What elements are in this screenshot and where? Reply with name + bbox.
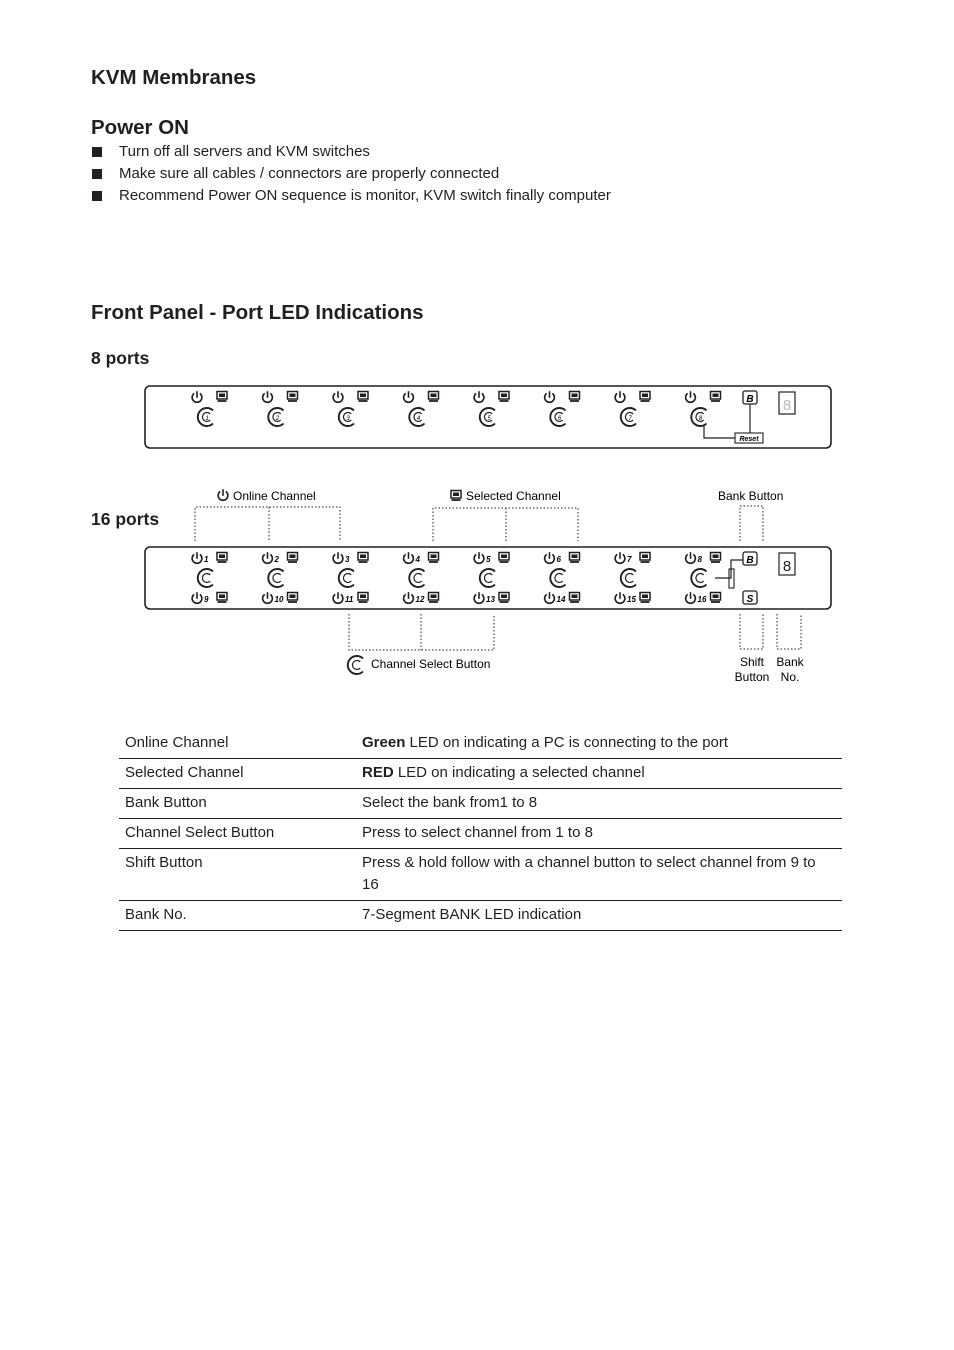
channel-number: 7 xyxy=(628,416,632,422)
emphasis-text: RED xyxy=(362,764,394,781)
channel-8 xyxy=(686,391,721,426)
channel-7 xyxy=(615,391,650,426)
channel-number: 15 xyxy=(627,595,636,604)
description-text: Press to select channel from 1 to 8 xyxy=(362,824,593,841)
channel-4 xyxy=(404,391,439,426)
monitor-icon xyxy=(429,553,439,563)
list-item: Turn off all servers and KVM switches xyxy=(91,143,611,165)
list-item: Make sure all cables / connectors are properly connected xyxy=(91,165,611,187)
power-icon xyxy=(333,592,343,603)
monitor-icon xyxy=(451,491,461,501)
channel-number: 1 xyxy=(205,416,209,422)
power-icon xyxy=(615,592,625,603)
channel-button-icon xyxy=(550,569,565,587)
table-row xyxy=(119,759,842,789)
channel-button-icon xyxy=(198,569,213,587)
table-cell-description xyxy=(356,729,842,759)
monitor-icon xyxy=(640,553,650,563)
page-title: KVM Membranes xyxy=(91,66,257,89)
bank-display-8 xyxy=(779,392,795,414)
power-icon xyxy=(192,391,202,402)
monitor-icon xyxy=(288,593,298,603)
power-icon xyxy=(686,552,696,563)
channel-number: 2 xyxy=(275,416,280,422)
table-cell-item: Channel Select Button xyxy=(119,819,356,849)
power-icon xyxy=(686,592,696,603)
channel-button-icon xyxy=(480,569,495,587)
channel-button-icon xyxy=(621,569,636,587)
led-indications-table xyxy=(119,729,842,931)
power-icon xyxy=(404,552,414,563)
table-row xyxy=(119,789,842,819)
table-cell-item: Bank No. xyxy=(119,901,356,931)
power-icon xyxy=(263,592,273,603)
description-text: LED on indicating a PC is connecting to the port xyxy=(405,734,729,751)
callout-online-channel: Online Channel xyxy=(233,489,316,503)
channel-number: 11 xyxy=(345,595,354,604)
channel-2 xyxy=(263,391,298,426)
channel-button-icon xyxy=(339,569,354,587)
channel-pair-2-10 xyxy=(263,552,298,604)
channel-6 xyxy=(545,391,580,426)
table-cell-description xyxy=(356,849,842,901)
power-icon xyxy=(404,592,414,603)
power-icon xyxy=(192,592,202,603)
monitor-icon xyxy=(217,553,227,563)
shift-button-16 xyxy=(743,591,757,605)
power-icon xyxy=(218,489,228,500)
table-cell-item: Shift Button xyxy=(119,849,356,901)
table-cell-description xyxy=(356,901,842,931)
svg-text:8: 8 xyxy=(782,397,792,414)
callout-bank-no-line2: No. xyxy=(780,670,800,684)
table-cell-item: Bank Button xyxy=(119,789,356,819)
monitor-icon xyxy=(499,553,509,563)
emphasis-text: Green xyxy=(362,734,406,751)
channel-1 xyxy=(192,391,227,426)
power-icon xyxy=(263,552,273,563)
panel-16-channels xyxy=(192,552,720,604)
power-icon xyxy=(192,552,202,563)
channel-pair-3-11 xyxy=(333,552,368,604)
channel-number: 13 xyxy=(486,595,495,604)
channel-number: 3 xyxy=(345,555,350,564)
monitor-icon xyxy=(570,593,580,603)
monitor-icon xyxy=(288,553,298,563)
monitor-icon xyxy=(570,392,580,402)
front-panel-heading: Front Panel - Port LED Indications xyxy=(91,301,424,324)
channel-number: 8 xyxy=(697,555,702,564)
monitor-icon xyxy=(640,593,650,603)
table-cell-item: Selected Channel xyxy=(119,759,356,789)
callout-selected-channel: Selected Channel xyxy=(466,489,561,503)
channel-number: 2 xyxy=(274,555,279,564)
power-icon xyxy=(545,552,555,563)
monitor-icon xyxy=(358,392,368,402)
power-on-heading: Power ON xyxy=(91,116,189,139)
power-icon xyxy=(333,552,343,563)
power-icon xyxy=(686,391,696,402)
monitor-icon xyxy=(499,593,509,603)
svg-text:S: S xyxy=(746,594,754,605)
channel-number: 5 xyxy=(486,555,491,564)
monitor-icon xyxy=(217,392,227,402)
channel-number: 14 xyxy=(556,595,566,604)
monitor-icon xyxy=(570,553,580,563)
channel-number: 10 xyxy=(274,595,284,604)
svg-text:8: 8 xyxy=(782,558,792,575)
channel-number: 6 xyxy=(557,416,562,422)
channel-pair-6-14 xyxy=(545,552,580,604)
channel-number: 6 xyxy=(556,555,561,564)
power-icon xyxy=(545,391,555,402)
monitor-icon xyxy=(640,392,650,402)
channel-number: 8 xyxy=(698,416,703,422)
channel-number: 3 xyxy=(346,416,350,422)
monitor-icon xyxy=(711,593,721,603)
table-row xyxy=(119,849,842,901)
monitor-icon xyxy=(499,392,509,402)
monitor-icon xyxy=(217,593,227,603)
channel-number: 12 xyxy=(415,595,425,604)
channel-number: 4 xyxy=(416,416,421,422)
channel-number: 7 xyxy=(627,555,632,564)
channel-button-icon xyxy=(268,569,283,587)
svg-text:B: B xyxy=(746,394,754,405)
channel-pair-1-9 xyxy=(192,552,227,604)
table-cell-item: Online Channel xyxy=(119,729,356,759)
power-icon xyxy=(474,592,484,603)
panel-8-channels xyxy=(192,391,720,426)
table-row xyxy=(119,901,842,931)
channel-number: 1 xyxy=(204,555,209,564)
power-icon xyxy=(545,592,555,603)
bank-button-8 xyxy=(743,391,757,405)
callout-shift-button: Shift xyxy=(739,655,765,669)
callout-bank-button: Bank Button xyxy=(718,489,784,503)
svg-text:Reset: Reset xyxy=(739,436,759,443)
table-row xyxy=(119,729,842,759)
power-icon xyxy=(615,391,625,402)
channel-number: 4 xyxy=(415,555,420,564)
ports8-label: 8 ports xyxy=(91,348,150,368)
power-icon xyxy=(615,552,625,563)
channel-pair-4-12 xyxy=(404,552,439,604)
description-text: 7-Segment BANK LED indication xyxy=(362,906,582,923)
svg-text:B: B xyxy=(746,555,754,566)
channel-5 xyxy=(474,391,509,426)
channel-3 xyxy=(333,391,368,426)
monitor-icon xyxy=(429,593,439,603)
channel-number: 5 xyxy=(487,416,491,422)
list-item: Recommend Power ON sequence is monitor, KVM switch finally computer xyxy=(91,187,611,209)
channel-number: 16 xyxy=(697,595,707,604)
callout-brackets xyxy=(195,506,801,650)
channel-button-icon xyxy=(348,656,363,674)
table-cell-description xyxy=(356,789,842,819)
callout-channel-select-button: Channel Select Button xyxy=(371,657,491,671)
monitor-icon xyxy=(429,392,439,402)
channel-number: 9 xyxy=(204,595,209,604)
ports16-label: 16 ports xyxy=(91,509,160,529)
callout-shift-button-line2: Button xyxy=(734,670,770,684)
power-icon xyxy=(474,552,484,563)
description-text: Select the bank from1 to 8 xyxy=(362,794,538,811)
monitor-icon xyxy=(711,392,721,402)
power-icon xyxy=(263,391,273,402)
description-text: Press & hold follow with a channel button to select channel from 9 to 16 xyxy=(362,854,816,893)
power-icon xyxy=(404,391,414,402)
table-cell-description xyxy=(356,759,842,789)
channel-button-icon xyxy=(691,569,706,587)
channel-button-icon xyxy=(409,569,424,587)
table-row xyxy=(119,819,842,849)
bank-button-16 xyxy=(743,552,757,566)
reset-button-8 xyxy=(735,433,763,443)
power-icon xyxy=(474,391,484,402)
power-icon xyxy=(333,391,343,402)
monitor-icon xyxy=(358,593,368,603)
monitor-icon xyxy=(358,553,368,563)
callout-bank-no: Bank xyxy=(776,655,804,669)
channel-pair-7-15 xyxy=(615,552,650,604)
monitor-icon xyxy=(288,392,298,402)
bank-display-16 xyxy=(779,553,795,575)
monitor-icon xyxy=(711,553,721,563)
channel-pair-5-13 xyxy=(474,552,509,604)
table-cell-description xyxy=(356,819,842,849)
description-text: LED on indicating a selected channel xyxy=(393,764,645,781)
